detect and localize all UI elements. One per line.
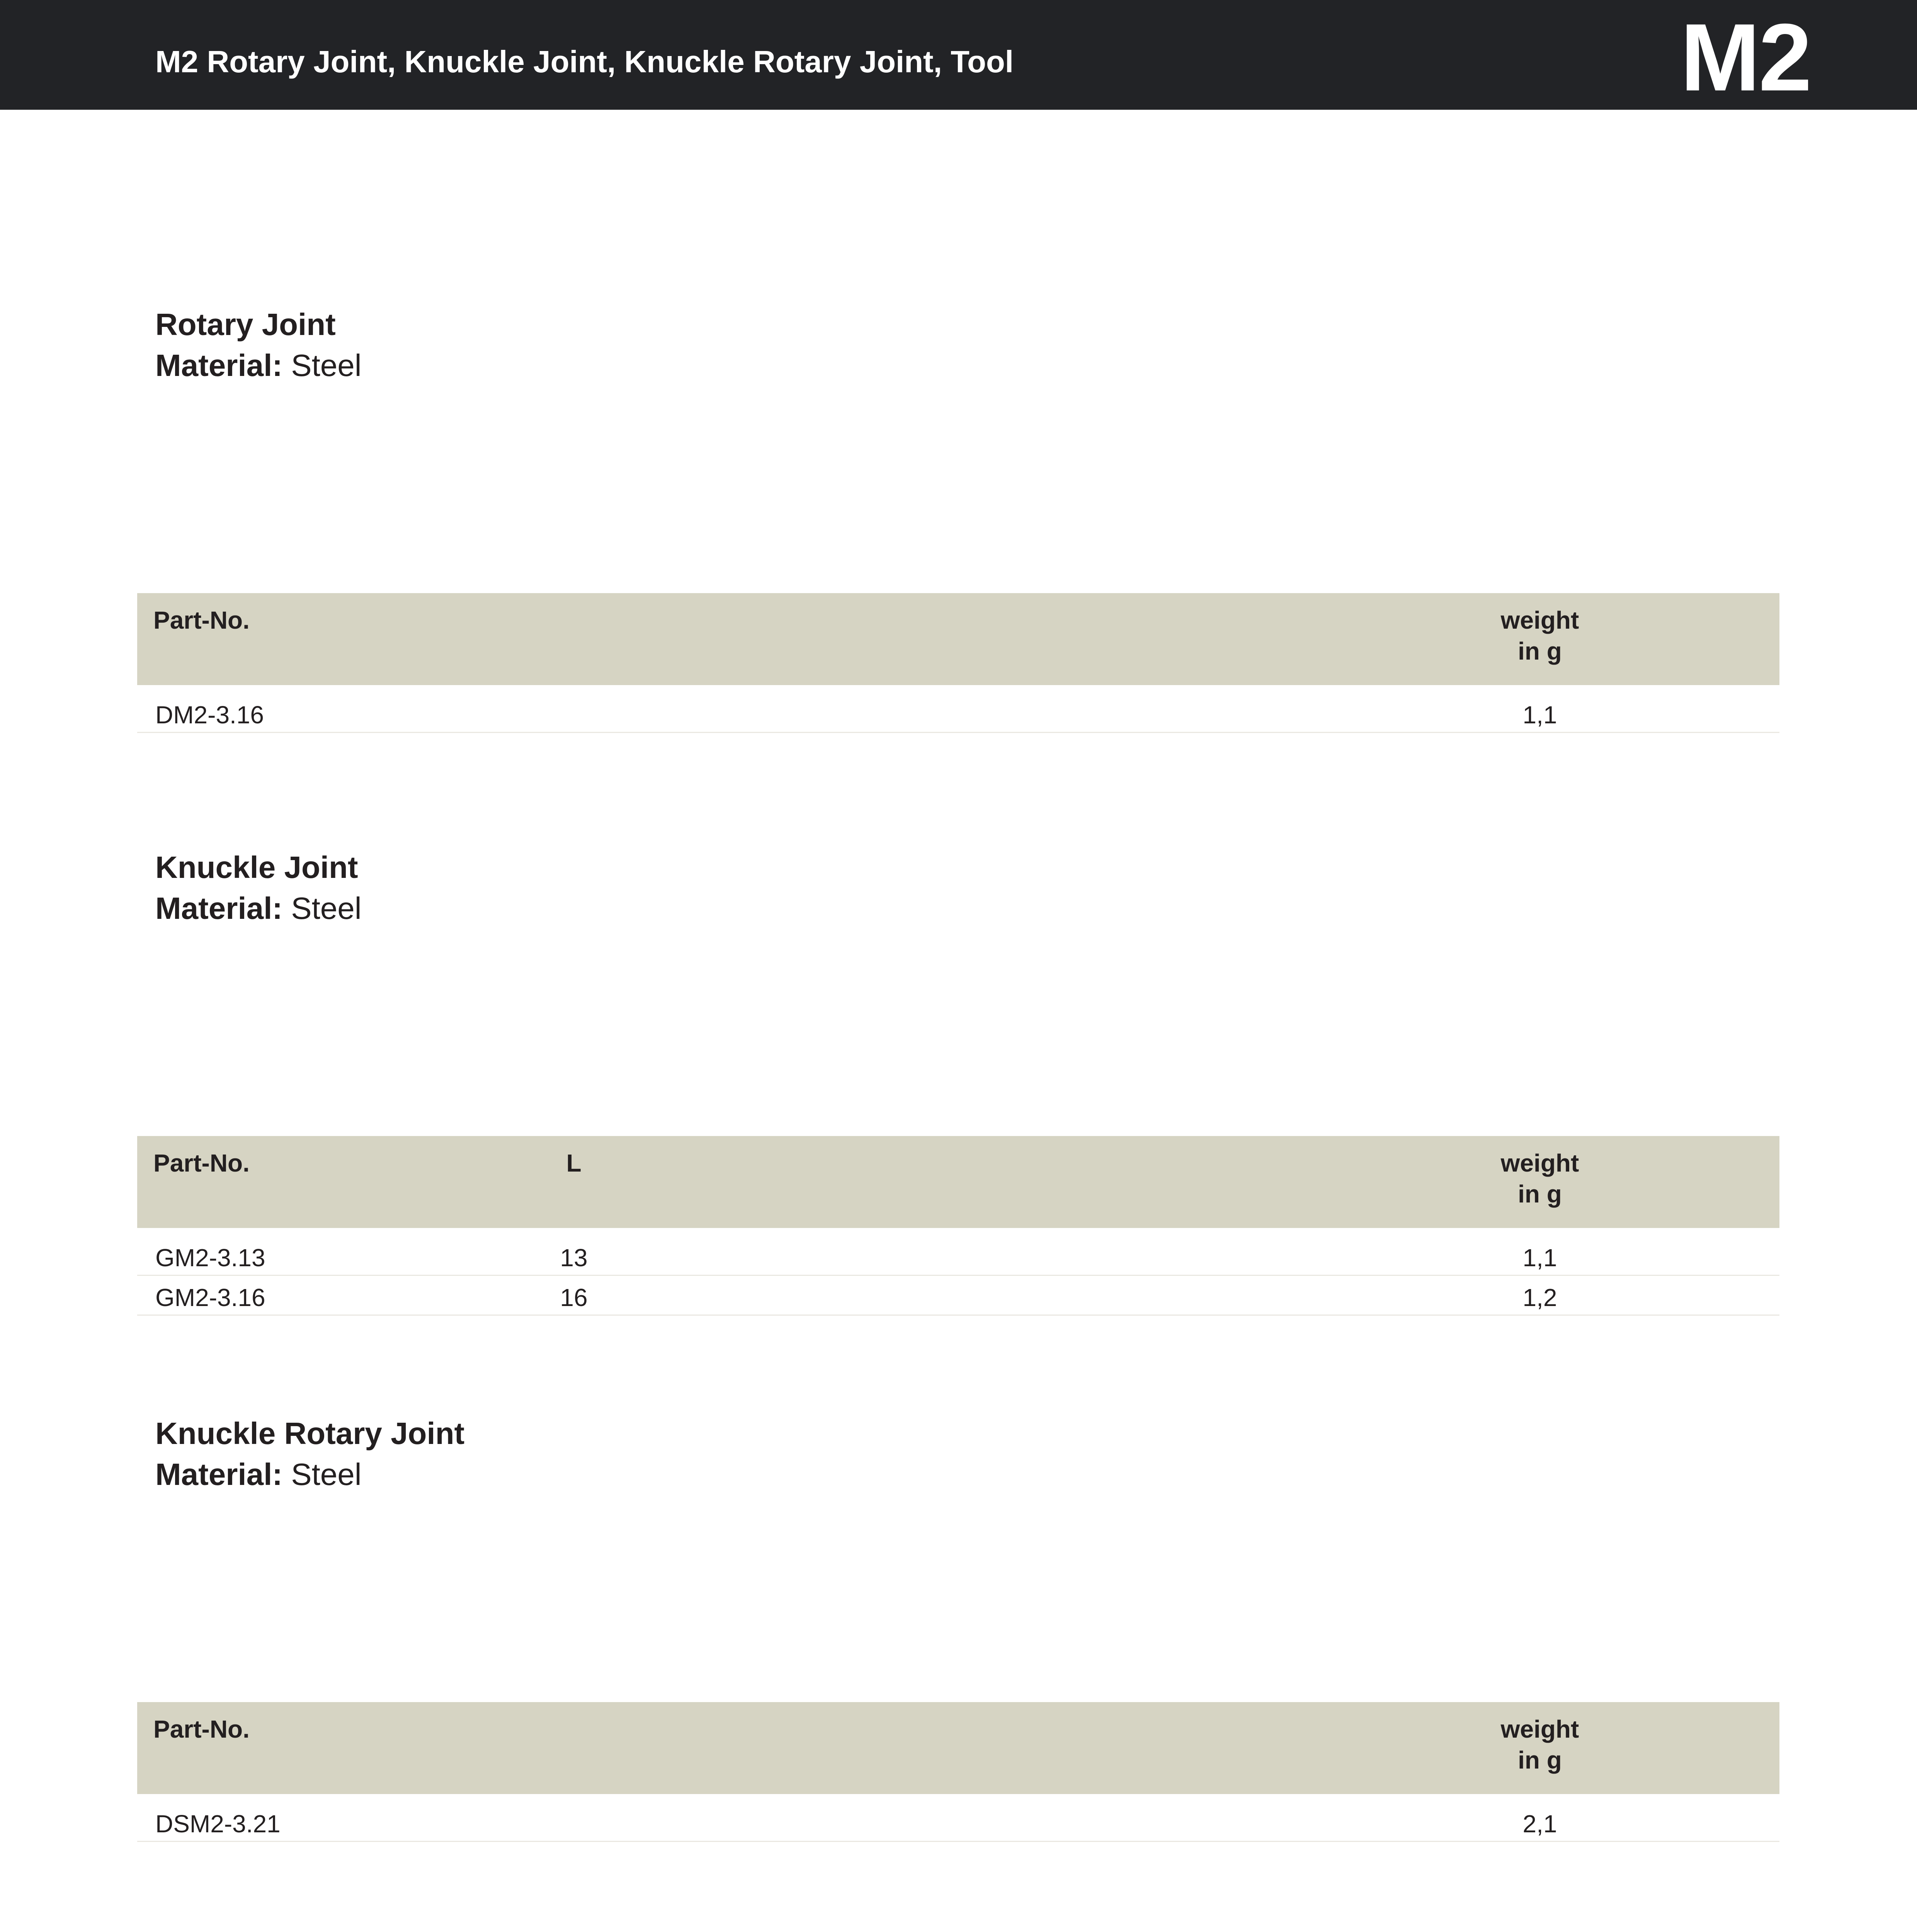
- section-title: Knuckle Rotary Joint: [155, 1416, 465, 1451]
- column-weight-line2: in g: [1518, 637, 1562, 665]
- material-value: Steel: [291, 1457, 362, 1492]
- column-part-no: Part-No.: [153, 606, 250, 634]
- section-material: [155, 893, 362, 924]
- column-weight-line2: in g: [1518, 1746, 1562, 1774]
- page-header: [0, 0, 1917, 110]
- table-row: [137, 1235, 1779, 1276]
- section-title: Rotary Joint: [155, 307, 336, 342]
- section-material: [155, 350, 362, 381]
- cell-part-no: GM2-3.16: [155, 1284, 265, 1311]
- material-value: Steel: [291, 891, 362, 925]
- column-l: L: [566, 1149, 582, 1177]
- material-label: Material:: [155, 348, 282, 383]
- cell-weight: 1,1: [1522, 1244, 1557, 1272]
- cell-part-no: GM2-3.13: [155, 1244, 265, 1272]
- column-part-no: Part-No.: [153, 1715, 250, 1743]
- column-weight: [1490, 1148, 1590, 1209]
- header-series-code: M2: [1680, 3, 1810, 111]
- cell-part-no: DSM2-3.21: [155, 1810, 281, 1838]
- table-header: [137, 1136, 1779, 1228]
- section-title: Knuckle Joint: [155, 850, 358, 884]
- section-material: [155, 1459, 362, 1490]
- cell-weight: 2,1: [1522, 1810, 1557, 1838]
- table-header: [137, 593, 1779, 685]
- material-label: Material:: [155, 1457, 282, 1492]
- column-weight-line1: weight: [1500, 1715, 1579, 1743]
- cell-weight: 1,1: [1522, 701, 1557, 729]
- column-part-no: Part-No.: [153, 1149, 250, 1177]
- column-weight-line2: in g: [1518, 1180, 1562, 1208]
- column-weight: [1490, 1714, 1590, 1776]
- table-row: [137, 1274, 1779, 1316]
- header-title: M2 Rotary Joint, Knuckle Joint, Knuckle Rotary Joint, Tool: [155, 44, 1014, 79]
- table-row: [137, 692, 1779, 733]
- material-value: Steel: [291, 348, 362, 383]
- column-weight-line1: weight: [1500, 1149, 1579, 1177]
- table-row: [137, 1801, 1779, 1842]
- column-weight-line1: weight: [1500, 606, 1579, 634]
- material-label: Material:: [155, 891, 282, 925]
- cell-part-no: DM2-3.16: [155, 701, 264, 729]
- cell-weight: 1,2: [1522, 1284, 1557, 1311]
- column-weight: [1490, 605, 1590, 667]
- cell-l: 13: [560, 1244, 588, 1272]
- table-header: [137, 1702, 1779, 1794]
- cell-l: 16: [560, 1284, 588, 1311]
